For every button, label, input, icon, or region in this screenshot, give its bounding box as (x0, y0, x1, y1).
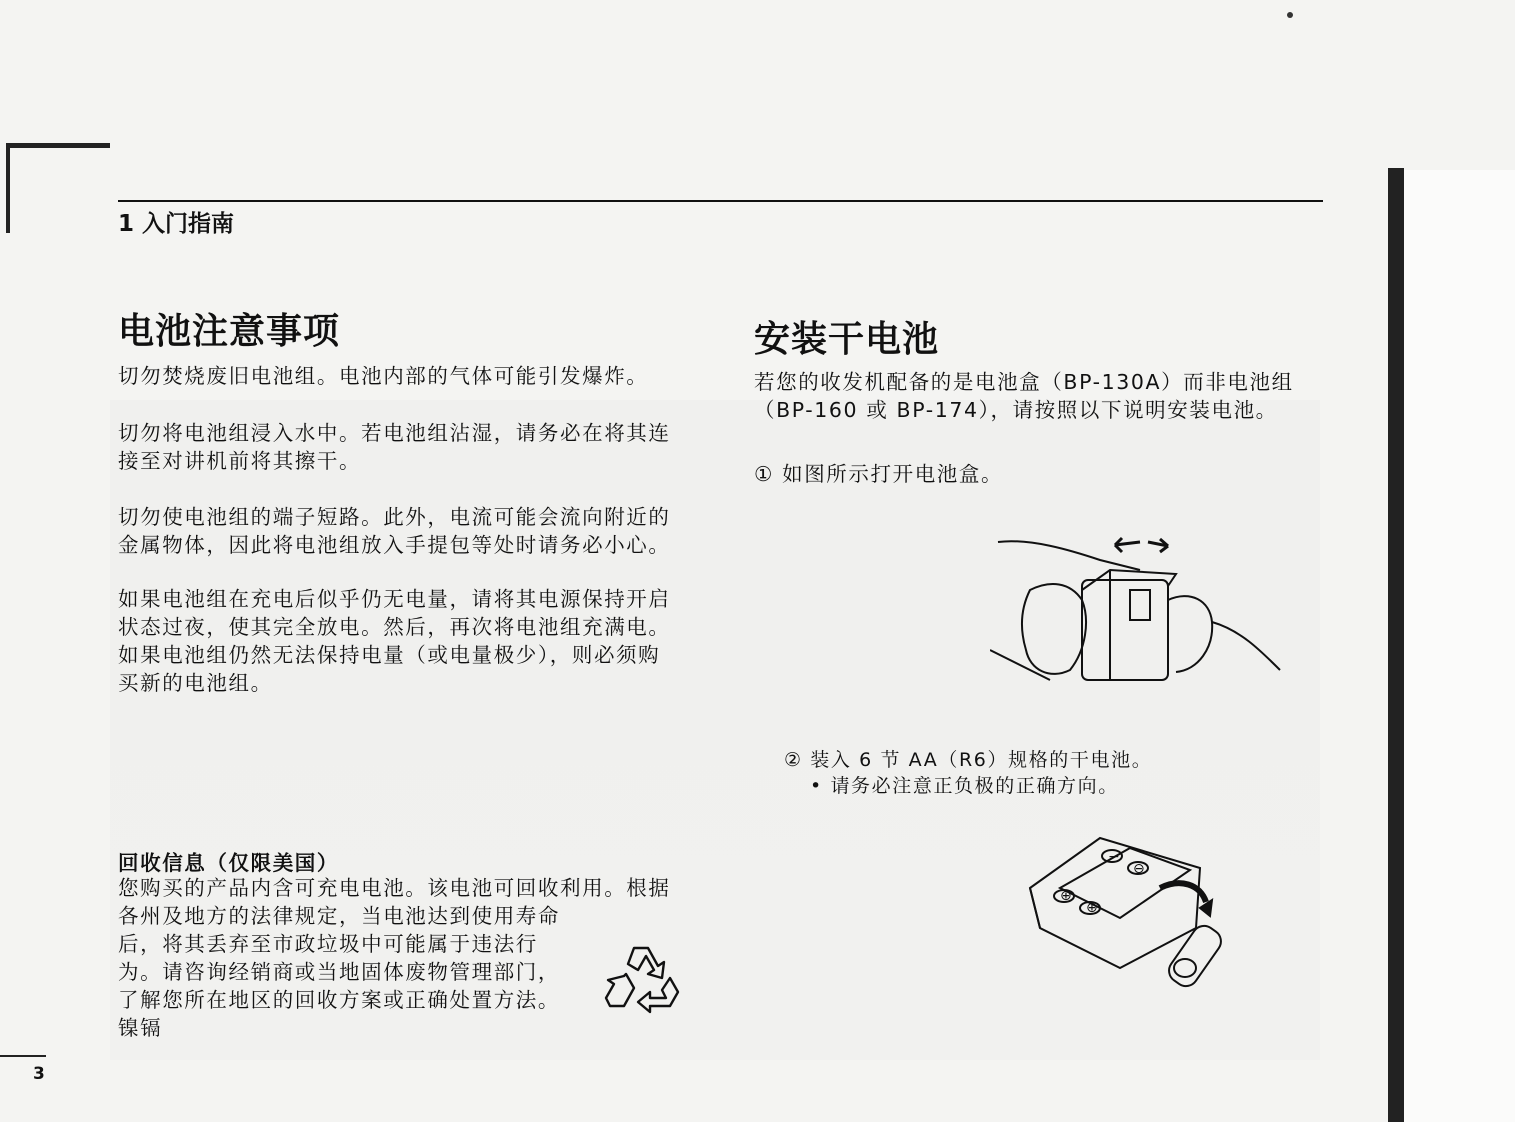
svg-text:−: − (1108, 849, 1120, 865)
battery-caution-title: 电池注意事项 (118, 311, 341, 352)
step-1: ① 如图所示打开电池盒。 (754, 462, 1004, 486)
install-intro: 若您的收发机配备的是电池盒（BP-130A）而非电池组 （BP-160 或 BP-174），请按照以下说明安装电池。 (754, 370, 1294, 422)
insert-batteries-illustration (1020, 828, 1280, 988)
corner-frame-top (6, 143, 110, 148)
scan-speck (1287, 12, 1293, 18)
caution-para-1: 切勿焚烧废旧电池组。电池内部的气体可能引发爆炸。 (118, 364, 649, 388)
step-2-note: • 请务必注意正负极的正确方向。 (810, 775, 1119, 797)
page-margin-right (1404, 170, 1515, 1122)
svg-text:⊕: ⊕ (1060, 888, 1072, 904)
recycle-icon (604, 940, 690, 1014)
caution-para-4: 如果电池组在充电后似乎仍无电量，请将其电源保持开启 状态过夜，使其完全放电。然后，再次将电池组充满电。 如果电池组仍然无法保持电量（或电量极少），则必须购 买新的电池组。 (118, 587, 671, 695)
header-rule (118, 200, 1323, 202)
section-header: 1 入门指南 (118, 211, 235, 237)
caution-para-2: 切勿将电池组浸入水中。若电池组沾湿，请务必在将其连 接至对讲机前将其擦干。 (118, 421, 671, 473)
step-2: ② 装入 6 节 AA（R6）规格的干电池。 (784, 749, 1153, 771)
footer-rule (0, 1055, 46, 1057)
recycle-heading: 回收信息（仅限美国） (118, 851, 339, 875)
svg-text:⊖: ⊖ (1133, 861, 1145, 877)
page-number: 3 (33, 1064, 45, 1084)
svg-text:⊕: ⊕ (1086, 900, 1098, 916)
page-right-edge (1388, 168, 1404, 1122)
open-battery-case-illustration (990, 530, 1290, 700)
corner-frame-left (6, 143, 10, 233)
caution-para-3: 切勿使电池组的端子短路。此外，电流可能会流向附近的 金属物体，因此将电池组放入手提包等处时请务必小心。 (118, 505, 671, 557)
recycle-body: 您购买的产品内含可充电电池。该电池可回收利用。根据 各州及地方的法律规定，当电池达到使用寿命 后，将其丢弃至市政垃圾中可能属于违法行 为。请咨询经销商或当地固体废物管理部门， 了解您所在地区的回收方案或正确处置方法。 镍镉 (118, 876, 671, 1040)
install-dry-cells-title: 安装干电池 (754, 319, 940, 360)
